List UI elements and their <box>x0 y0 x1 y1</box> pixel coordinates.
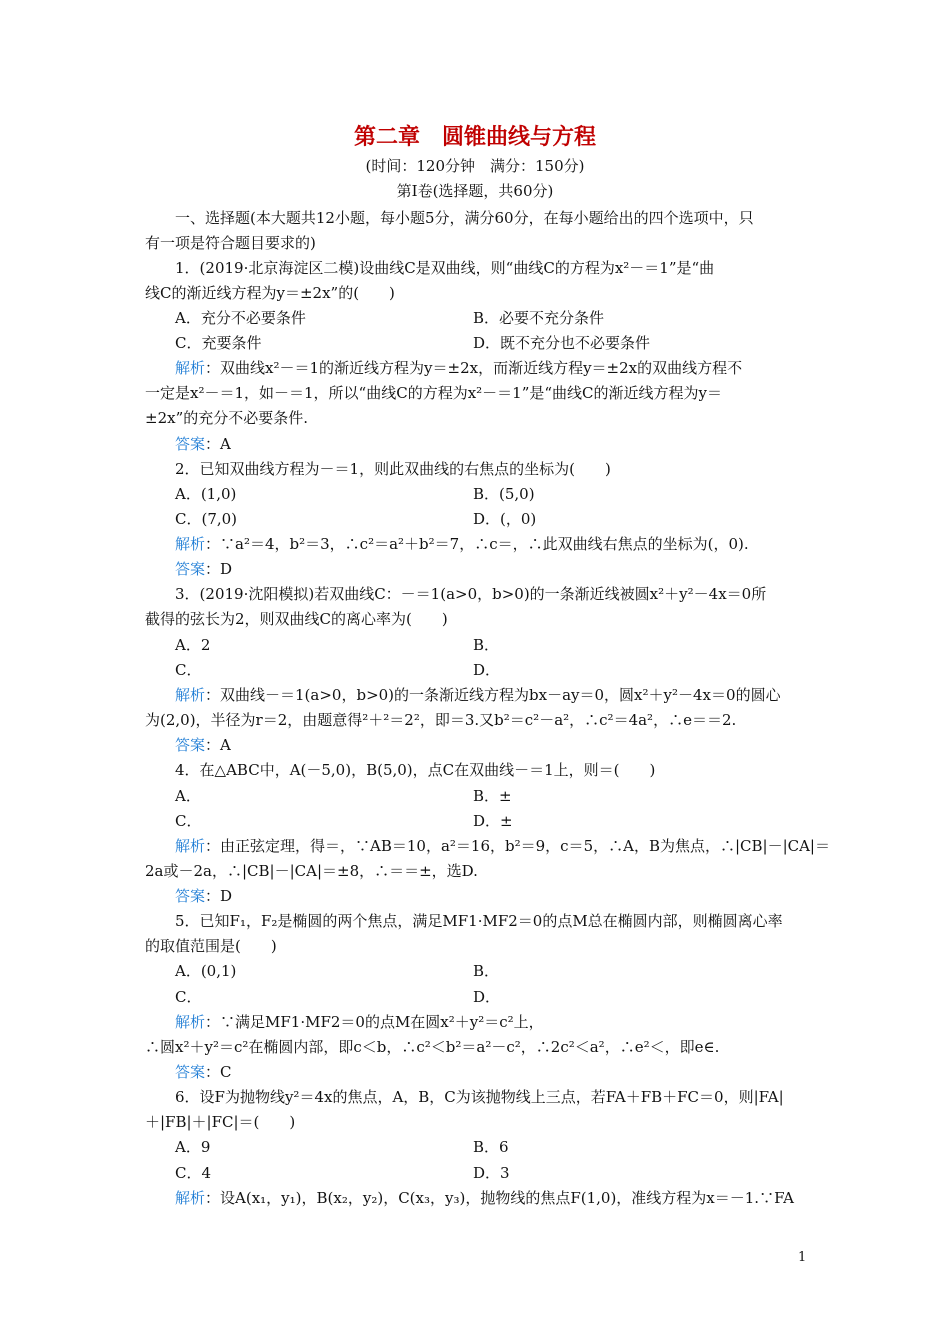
q1-solution-text: ：双曲线x²－＝1的渐近线方程为y＝±2x，而渐近线方程y＝±2x的双曲线方程不 <box>205 359 743 377</box>
intro-line: 一、选择题(本大题共12小题，每小题5分，满分60分，在每小题给出的四个选项中，只 <box>175 209 754 227</box>
q1-solution-text: ±2x”的充分不必要条件. <box>145 409 309 427</box>
answer-label: 答案 <box>175 560 206 578</box>
answer-label: 答案 <box>175 887 206 905</box>
q1-option-c: C．充要条件 <box>175 334 262 352</box>
analysis-label: 解析 <box>175 686 206 704</box>
q3-option-c: C． <box>175 661 202 679</box>
q5-solution-text: ：∵满足MF1·MF2＝0的点M在圆x²＋y²＝c²上， <box>205 1013 544 1031</box>
q3-solution-text: ：双曲线－＝1(a>0，b>0)的一条渐近线方程为bx－ay＝0，圆x²＋y²－4x＝0的圆心 <box>205 686 781 704</box>
q1-solution <box>145 358 840 378</box>
q3-answer-value: ：A <box>205 736 231 754</box>
question-6-stem: 6．设F为抛物线y²＝4x的焦点，A，B，C为该抛物线上三点，若FA＋FB＋FC＝0，则|FA| <box>175 1088 784 1106</box>
q2-option-c: C．(7,0) <box>175 510 238 528</box>
q5-solution-text: ∴圆x²＋y²＝c²在椭圆内部，即c＜b，∴c²＜b²＝a²－c²，∴2c²＜a²，∴e²＜，即e∈. <box>145 1038 720 1056</box>
q5-option-b: B． <box>473 962 500 980</box>
q4-answer-value: ：D <box>205 887 233 905</box>
answer-label: 答案 <box>175 435 206 453</box>
q1-option-d: D．既不充分也不必要条件 <box>473 334 651 352</box>
q6-option-c: C．4 <box>175 1164 212 1182</box>
question-6-stem: ＋|FB|＋|FC|＝( ) <box>145 1113 296 1131</box>
answer-label: 答案 <box>175 736 206 754</box>
question-5-stem: 的取值范围是( ) <box>145 937 277 955</box>
q4-option-c: C． <box>175 812 202 830</box>
q6-option-d: D．3 <box>473 1164 510 1182</box>
q6-solution-text: ：设A(x₁，y₁)，B(x₂，y₂)，C(x₃，y₃)，抛物线的焦点F(1,0)，准线方程为x＝－1.∵FA <box>205 1189 795 1207</box>
q5-option-c: C． <box>175 988 202 1006</box>
q1-solution-text: 一定是x²－＝1，如－＝1，所以“曲线C的方程为x²－＝1”是“曲线C的渐近线方程为y＝ <box>145 384 723 402</box>
q1-answer-value: ：A <box>205 435 231 453</box>
intro-line: 有一项是符合题目要求的) <box>145 234 316 252</box>
q3-option-a: A．2 <box>175 636 211 654</box>
q6-option-a: A．9 <box>175 1138 211 1156</box>
q3-option-b: B． <box>473 636 500 654</box>
q3-solution-text: 为(2,0)，半径为r＝2，由题意得²＋²＝2²，即＝3.又b²＝c²－a²，∴c²＝4a²，∴e＝＝2. <box>145 711 737 729</box>
q2-solution <box>145 534 840 554</box>
q4-solution-text: 2a或－2a，∴|CB|－|CA|＝±8，∴＝＝±，选D. <box>145 862 478 880</box>
section-heading: 第Ⅰ卷(选择题，共60分) <box>396 182 554 200</box>
answer-label: 答案 <box>175 1063 206 1081</box>
q4-option-b: B．± <box>473 787 512 805</box>
exam-time-info: (时间：120分钟 满分：150分) <box>365 157 585 175</box>
q3-answer <box>145 735 840 755</box>
q1-option-a: A．充分不必要条件 <box>175 309 306 327</box>
q2-answer-value: ：D <box>205 560 233 578</box>
q5-option-d: D． <box>473 988 501 1006</box>
q5-option-a: A．(0,1) <box>175 962 237 980</box>
analysis-label: 解析 <box>175 1013 206 1031</box>
q4-solution-text: ：由正弦定理，得＝，∵AB＝10，a²＝16，b²＝9，c＝5，∴A，B为焦点，∴|CB|－|CA|＝ <box>205 837 830 855</box>
page-number: 1 <box>798 1250 807 1265</box>
analysis-label: 解析 <box>175 1189 206 1207</box>
question-3-stem: 截得的弦长为2，则双曲线C的离心率为( ) <box>145 610 448 628</box>
chapter-title: 第二章 圆锥曲线与方程 <box>353 125 596 150</box>
question-4-stem: 4．在△ABC中，A(－5,0)，B(5,0)，点C在双曲线－＝1上，则＝( ) <box>175 761 656 779</box>
question-1-stem: 1．(2019·北京海淀区二模)设曲线C是双曲线，则“曲线C的方程为x²－＝1”是“曲 <box>175 259 715 277</box>
analysis-label: 解析 <box>175 359 206 377</box>
q2-option-b: B．(5,0) <box>473 485 535 503</box>
q4-answer <box>145 886 840 906</box>
q4-option-d: D．± <box>473 812 513 830</box>
q4-option-a: A． <box>175 787 201 805</box>
question-3-stem: 3．(2019·沈阳模拟)若双曲线C：－＝1(a>0，b>0)的一条渐近线被圆x²＋y²－4x＝0所 <box>175 585 767 603</box>
question-1-stem: 线C的渐近线方程为y＝±2x”的( ) <box>145 284 395 302</box>
q1-option-b: B．必要不充分条件 <box>473 309 605 327</box>
question-5-stem: 5．已知F₁，F₂是椭圆的两个焦点，满足MF1·MF2＝0的点M总在椭圆内部，则椭圆离心率 <box>175 912 783 930</box>
analysis-label: 解析 <box>175 837 206 855</box>
analysis-label: 解析 <box>175 535 206 553</box>
q4-solution <box>145 836 840 856</box>
q2-answer <box>145 559 840 579</box>
question-2-stem: 2．已知双曲线方程为－＝1，则此双曲线的右焦点的坐标为( ) <box>175 460 611 478</box>
q6-option-b: B．6 <box>473 1138 509 1156</box>
q2-solution-text: ：∵a²＝4，b²＝3，∴c²＝a²＋b²＝7，∴c＝，∴此双曲线右焦点的坐标为(，0). <box>205 535 749 553</box>
q1-answer <box>145 434 840 454</box>
q6-solution <box>145 1188 840 1208</box>
q5-answer-value: ：C <box>205 1063 232 1081</box>
q3-option-d: D． <box>473 661 501 679</box>
q2-option-d: D．(，0) <box>473 510 537 528</box>
q3-solution <box>145 685 840 705</box>
q2-option-a: A．(1,0) <box>175 485 237 503</box>
q5-solution <box>145 1012 840 1032</box>
q5-answer <box>145 1062 840 1082</box>
